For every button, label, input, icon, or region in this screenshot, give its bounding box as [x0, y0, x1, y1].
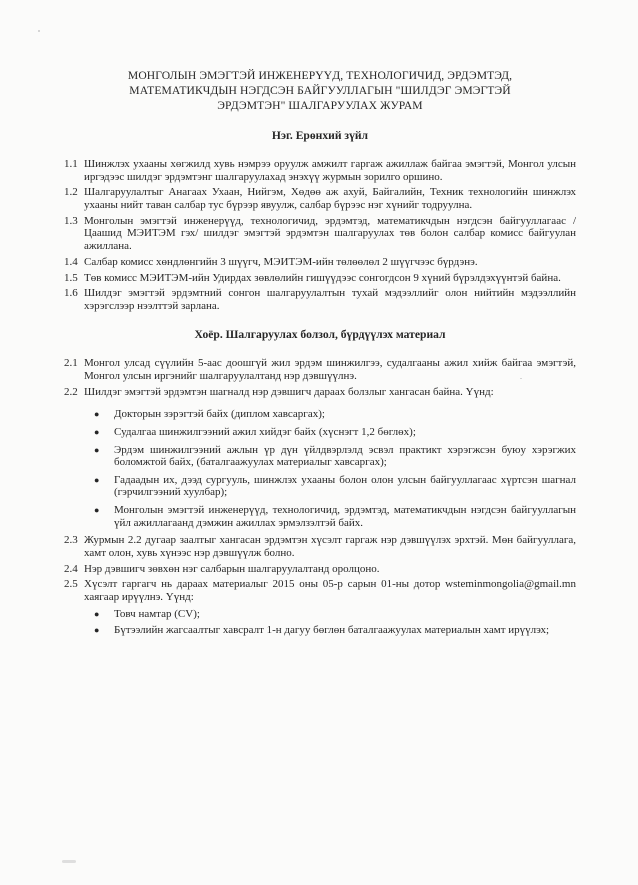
clause-1-2 [64, 186, 576, 211]
clause-2-3 [64, 534, 576, 559]
bullet-icon: ● [94, 474, 100, 485]
bullet-icon: ● [94, 444, 100, 455]
clause-text: Нэр дэвшигч зөвхөн нэг салбарын шалгаруулалтанд оролцоно. [84, 562, 380, 575]
scan-speck [520, 378, 522, 379]
list-item [88, 426, 576, 439]
clause-text: Монголын эмэгтэй инженерүүд, технологичид, эрдэмтэд, математикчдын нэгдсэн байгууллагаас /Цаашид МЭИТЭМ гэх/ шилдэг эмэгтэй эрдэмтэн шалгаруулах төв болон салбар комисс байгуулан ажиллана. [84, 214, 576, 252]
clause-1-5 [64, 272, 576, 285]
document-title [64, 68, 576, 113]
clause-number: 2.3 [64, 534, 78, 547]
clause-text: Шилдэг эмэгтэй эрдэмтний сонгон шалгаруулалтын тухай мэдээллийг олон нийтийн мэдээллийн хэрэгслээр нээлттэй зарлана. [84, 287, 576, 312]
list-item-text: Докторын зэрэгтэй байх (диплом хавсаргах); [114, 408, 325, 421]
clause-text: Салбар комисс хөндлөнгийн 3 шүүгч, МЭИТЭМ-ийн төлөөлөл 2 шүүгчээс бүрдэнэ. [84, 255, 478, 268]
clause-text: Шалгаруулалтыг Анагаах Ухаан, Нийгэм, Хөдөө аж ахуй, Байгалийн, Техник технологийн шинжлэх ухааны нийт таван салбар тус бүрээр явуулж, салбар бүрээс нэг хүнийг тодруулна. [84, 186, 576, 211]
section-1-heading: Нэг. Ерөнхий зүйл [271, 129, 369, 142]
bullet-icon: ● [94, 427, 100, 438]
scan-speck [38, 30, 40, 32]
clause-text: Шинжлэх ухааны хөгжилд хувь нэмрээ оруулж амжилт гаргаж ажиллаж байгаа эмэгтэй, Монгол улсын иргэдээс шилдэг эрдэмтэнг шалгаруулахад энэхүү журмын зорилго оршино. [84, 158, 576, 183]
section-2-clauses [64, 357, 576, 636]
clause-text: Журмын 2.2 дугаар заалтыг хангасан эрдэмтэн хүсэлт гаргаж нэр дэвшүүлэх эрхтэй. Мөн байгууллага, хамт олон, хувь хүнээс нэр дэвшүүлж болно. [84, 534, 576, 559]
bullet-icon: ● [94, 505, 100, 515]
list-item [88, 608, 576, 621]
clause-2-2 [64, 386, 576, 399]
list-item-text: Эрдэм шинжилгээний ажлын үр дүн үйлдвэрлэлд эсвэл практикт хэрэгжсэн буюу хэрэгжих боломжтой байх, (баталгаажуулах материалыг хавсаргах); [114, 443, 576, 469]
clause-text: Монгол улсад сүүлийн 5-аас доошгүй жил эрдэм шинжилгээ, судалгааны ажил хийж байгаа эмэгтэй, Монгол улсын иргэнийг шалгаруулалтанд нэр дэвшүүлнэ. [84, 357, 576, 383]
list-item [88, 624, 576, 637]
clause-number: 1.5 [64, 271, 78, 284]
scan-speck [62, 860, 76, 863]
clause-2-1 [64, 357, 576, 382]
materials-list [88, 608, 576, 637]
list-item [88, 408, 576, 421]
clause-number: 1.4 [64, 255, 78, 268]
clause-text: Төв комисс МЭИТЭМ-ийн Удирдах зөвлөлийн гишүүдээс сонгогдсон 9 хүний бүрэлдэхүүнтэй байна. [84, 271, 561, 284]
bullet-icon: ● [94, 608, 100, 619]
clause-2-5 [64, 578, 576, 603]
bullet-icon: ● [94, 409, 100, 420]
clause-2-4 [64, 563, 576, 576]
clause-text: Шилдэг эмэгтэй эрдэмтэн шагналд нэр дэвшигч дараах болзлыг хангасан байна. Үүнд: [84, 385, 494, 398]
clause-number: 2.4 [64, 562, 78, 575]
list-item-text: Товч намтар (CV); [114, 607, 200, 620]
list-item-text: Гадаадын их, дээд сургууль, шинжлэх ухааны болон олон улсын байгууллагаас хүртсэн шагнал (гэрчилгээний хуулбар); [114, 473, 576, 499]
conditions-list [88, 408, 576, 529]
list-item-text: Бүтээлийн жагсаалтыг хавсралт 1-н дагуу бөглөн баталгаажуулах материалын хамт ирүүлэх; [114, 624, 550, 637]
clause-1-4 [64, 256, 576, 269]
title-line-2: МАТЕМАТИКЧДЫН НЭГДСЭН БАЙГУУЛЛАГЫН "ШИЛДЭГ ЭМЭГТЭЙ [129, 84, 511, 97]
clause-number: 2.5 [64, 578, 78, 591]
clause-1-1 [64, 158, 576, 183]
bullet-icon: ● [94, 625, 100, 636]
clause-number: 2.2 [64, 385, 78, 398]
list-item [88, 474, 576, 499]
clause-1-3 [64, 215, 576, 253]
section-2-heading: Хоёр. Шалгаруулах болзол, бүрдүүлэх материал [194, 328, 446, 342]
title-line-1: МОНГОЛЫН ЭМЭГТЭЙ ИНЖЕНЕРҮҮД, ТЕХНОЛОГИЧИД, ЭРДЭМТЭД, [127, 69, 513, 82]
clause-number: 1.6 [64, 287, 78, 300]
clause-text: Хүсэлт гаргагч нь дараах материалыг 2015 оны 05-р сарын 01-ны дотор wsteminmongolia@gmail.mn хаягаар ирүүлнэ. Үүнд: [84, 578, 576, 603]
list-item [88, 444, 576, 469]
clause-number: 1.2 [64, 186, 78, 199]
section-1-clauses [64, 158, 576, 312]
list-item [88, 504, 576, 529]
title-line-3: ЭРДЭМТЭН" ШАЛГАРУУЛАХ ЖУРАМ [217, 99, 423, 112]
list-item-text: Судалгаа шинжилгээний ажил хийдэг байх (хүснэгт 1,2 бөглөх); [114, 426, 416, 439]
clause-1-6 [64, 287, 576, 312]
clause-number: 2.1 [64, 357, 78, 370]
clause-number: 1.3 [64, 214, 78, 227]
clause-number: 1.1 [64, 158, 78, 170]
list-item-text: Монголын эмэгтэй инженерүүд, технологичид, эрдэмтэд, математикчдын нэгдсэн байгууллагын үйл ажиллагаанд дэмжин ажиллах эрмэлзэлтэй байх. [114, 504, 576, 529]
